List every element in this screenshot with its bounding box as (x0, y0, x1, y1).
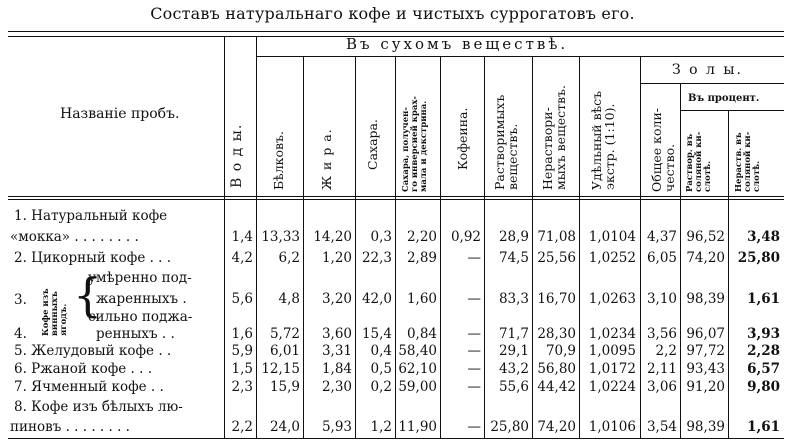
bottom-rule (8, 438, 784, 439)
cell-r3-c1: 5,6 (231, 291, 253, 307)
cell-r8-c4: 1,2 (370, 419, 392, 435)
cell-r8-c3: 5,93 (321, 419, 352, 435)
sugar-inversion-header: Сахара, получен- го инверсией крах- мала и декстрина. (401, 96, 429, 192)
cell-r7-c12: 9,80 (747, 379, 780, 395)
col-line (224, 36, 225, 438)
cell-r2-c2: 6,2 (278, 250, 300, 266)
cell-r6-c4: 0,5 (370, 361, 392, 377)
ash-soluble-hcl-header: Раствор. въ соляной ки- слотѣ. (685, 131, 713, 192)
cell-r6-c10: 2,11 (646, 361, 677, 377)
cell-r8-c10: 3,54 (646, 419, 677, 435)
row-7-label: 7. Ячменный кофе . . (14, 379, 164, 395)
row-8-label-2: пиновъ . . . . . . . . (10, 419, 130, 435)
cell-r4-c3: 3,60 (321, 326, 352, 342)
cell-r1-c1: 1,4 (231, 229, 253, 245)
col-line (640, 56, 641, 438)
col-line (395, 56, 396, 438)
cell-r3-c2: 4,8 (278, 291, 300, 307)
ash-rule (640, 83, 784, 84)
cell-r3-c8: 16,70 (537, 291, 576, 307)
cell-r7-c10: 3,06 (646, 379, 677, 395)
cell-r5-c11: 97,72 (686, 343, 725, 359)
cell-r5-c8: 70,9 (545, 343, 576, 359)
cell-r3-c9: 1,0263 (588, 291, 636, 307)
cell-r3-c3: 3,20 (321, 291, 352, 307)
cell-r6-c6: — (467, 361, 481, 377)
row-5-label: 5. Желудовый кофе . . (14, 343, 172, 359)
cell-r4-c9: 1,0234 (588, 326, 636, 342)
cell-r8-c11: 98,39 (686, 419, 725, 435)
col-line (484, 56, 485, 438)
cell-r2-c8: 25,56 (537, 250, 576, 266)
cell-r4-c8: 28,30 (537, 326, 576, 342)
cell-r5-c3: 3,31 (321, 343, 352, 359)
cell-r3-c4: 42,0 (361, 291, 392, 307)
row-3-number: 3. (14, 292, 27, 308)
cell-r5-c1: 5,9 (231, 343, 253, 359)
cell-r5-c9: 1,0095 (588, 343, 636, 359)
fat-header: Ж и р а. (319, 128, 334, 190)
cell-r6-c9: 1,0172 (588, 361, 636, 377)
cell-r8-c6: — (467, 419, 481, 435)
col-line (303, 56, 304, 438)
header-bottom-rule-2 (8, 199, 784, 200)
col-line (256, 36, 257, 438)
cell-r3-c5: 1,60 (406, 291, 437, 307)
row-4-label-a: сильно поджа- (88, 309, 193, 325)
cell-r6-c12: 6,57 (747, 361, 780, 377)
cell-r4-c4: 15,4 (361, 326, 392, 342)
col-line (532, 56, 533, 438)
cell-r4-c12: 3,93 (747, 326, 780, 342)
caffeine-header: Кофеина. (455, 107, 470, 170)
cell-r4-c6: — (467, 326, 481, 342)
cell-r1-c8: 71,08 (537, 229, 576, 245)
cell-r7-c11: 91,20 (686, 379, 725, 395)
cell-r6-c5: 62,10 (398, 361, 437, 377)
insoluble-header: Нераствори- мыхъ веществъ. (540, 85, 568, 190)
cell-r7-c5: 59,00 (398, 379, 437, 395)
cell-r8-c1: 2,2 (231, 419, 253, 435)
cell-r8-c2: 24,0 (269, 419, 300, 435)
cell-r4-c10: 3,56 (646, 326, 677, 342)
group-brace: { (73, 268, 103, 322)
cell-r2-c11: 74,20 (686, 250, 725, 266)
row-8-label: 8. Кофе изъ бѣлыхъ лю- (14, 399, 183, 415)
cell-r2-c7: 74,5 (498, 250, 529, 266)
cell-r7-c4: 0,2 (370, 379, 392, 395)
sugar-header: Сахара. (365, 119, 380, 170)
cell-r2-c3: 1,20 (321, 250, 352, 266)
cell-r1-c10: 4,37 (646, 229, 677, 245)
water-header: В о д ы. (229, 123, 245, 188)
col-line (579, 56, 580, 438)
cell-r2-c10: 6,05 (646, 250, 677, 266)
cell-r2-c12: 25,80 (737, 250, 780, 266)
cell-r4-c1: 1,6 (231, 326, 253, 342)
col-line (680, 83, 681, 438)
cell-r5-c12: 2,28 (747, 343, 780, 359)
ash-total-header: Общее коли- чество. (649, 108, 677, 192)
ash-percent-rule (680, 110, 784, 111)
cell-r1-c7: 28,9 (498, 229, 529, 245)
cell-r5-c7: 29,1 (498, 343, 529, 359)
cell-r5-c5: 58,40 (398, 343, 437, 359)
cell-r4-c11: 96,07 (686, 326, 725, 342)
cell-r1-c5: 2,20 (406, 229, 437, 245)
cell-r8-c5: 11,90 (398, 419, 437, 435)
cell-r7-c9: 1,0224 (588, 379, 636, 395)
cell-r1-c4: 0,3 (370, 229, 392, 245)
cell-r5-c10: 2,2 (655, 343, 677, 359)
cell-r4-c7: 71,7 (498, 326, 529, 342)
cell-r1-c12: 3,48 (747, 229, 780, 245)
table-title: Составъ натуральнаго кофе и чистыхъ суррогатовъ его. (150, 4, 635, 23)
cell-r6-c1: 1,5 (231, 361, 253, 377)
header-bottom-rule (8, 196, 784, 197)
row-4-label-b: ренныхъ . . (96, 326, 175, 342)
ash-header: З о л ы. (672, 62, 743, 78)
protein-header: Бѣлковъ. (271, 131, 286, 190)
cell-r3-c6: — (467, 291, 481, 307)
cell-r6-c3: 1,84 (321, 361, 352, 377)
cell-r5-c2: 6,01 (269, 343, 300, 359)
col-line (355, 56, 356, 438)
cell-r3-c10: 3,10 (646, 291, 677, 307)
cell-r8-c7: 25,80 (490, 419, 529, 435)
cell-r3-c7: 83,3 (498, 291, 529, 307)
cell-r2-c5: 2,89 (406, 250, 437, 266)
col-line (440, 56, 441, 438)
cell-r5-c6: — (467, 343, 481, 359)
cell-r2-c9: 1,0252 (588, 250, 636, 266)
cell-r2-c4: 22,3 (361, 250, 392, 266)
cell-r1-c9: 1,0104 (588, 229, 636, 245)
cell-r6-c11: 93,43 (686, 361, 725, 377)
row-1-label-2: «мокка» . . . . . . . . (10, 229, 139, 245)
row-3-label-a: умѣренно под- (88, 270, 192, 286)
cell-r7-c7: 55,6 (498, 379, 529, 395)
cell-r8-c8: 74,20 (537, 419, 576, 435)
cell-r5-c4: 0,4 (370, 343, 392, 359)
row-1-label: 1. Натуральный кофе (14, 208, 168, 224)
cell-r3-c11: 98,39 (686, 291, 725, 307)
cell-r7-c6: — (467, 379, 481, 395)
cell-r3-c12: 1,61 (747, 291, 780, 307)
row-2-label: 2. Цикорный кофе . . . (14, 250, 172, 266)
cell-r1-c11: 96,52 (686, 229, 725, 245)
soluble-header: Растворимыхъ веществъ. (492, 94, 520, 190)
cell-r2-c1: 4,2 (231, 250, 253, 266)
cell-r6-c7: 43,2 (498, 361, 529, 377)
ash-percent-header: Въ процент. (688, 93, 760, 104)
ash-insoluble-hcl-header: Нераств. въ соляной ки- слотѣ. (734, 131, 762, 192)
row-6-label: 6. Ржаной кофе . . . (14, 361, 153, 377)
col-line (728, 110, 729, 438)
dry-matter-rule (256, 56, 784, 57)
cell-r2-c6: — (467, 250, 481, 266)
name-column-header: Названіе пробъ. (60, 106, 180, 122)
cell-r6-c2: 12,15 (261, 361, 300, 377)
cell-r8-c12: 1,61 (747, 419, 780, 435)
cell-r7-c1: 2,3 (231, 379, 253, 395)
cell-r6-c8: 56,80 (537, 361, 576, 377)
cell-r1-c3: 14,20 (313, 229, 352, 245)
cell-r7-c3: 2,30 (321, 379, 352, 395)
cell-r7-c2: 15,9 (269, 379, 300, 395)
row-3-label-b: жаренныхъ . (96, 291, 187, 307)
row-4-number: 4. (14, 326, 27, 342)
dry-matter-header: Въ сухомъ веществѣ. (346, 35, 569, 53)
spec-weight-header: Удѣльный вѣсъ экстр. (1:10). (589, 90, 617, 190)
cell-r1-c2: 13,33 (261, 229, 300, 245)
cell-r4-c5: 0,84 (406, 326, 437, 342)
cell-r1-c6: 0,92 (450, 229, 481, 245)
cell-r4-c2: 5,72 (269, 326, 300, 342)
cell-r8-c9: 1,0106 (588, 419, 636, 435)
cell-r7-c8: 44,42 (537, 379, 576, 395)
wine-berries-group-label: Кофе изъ винныхъ ягодъ. (41, 288, 69, 336)
